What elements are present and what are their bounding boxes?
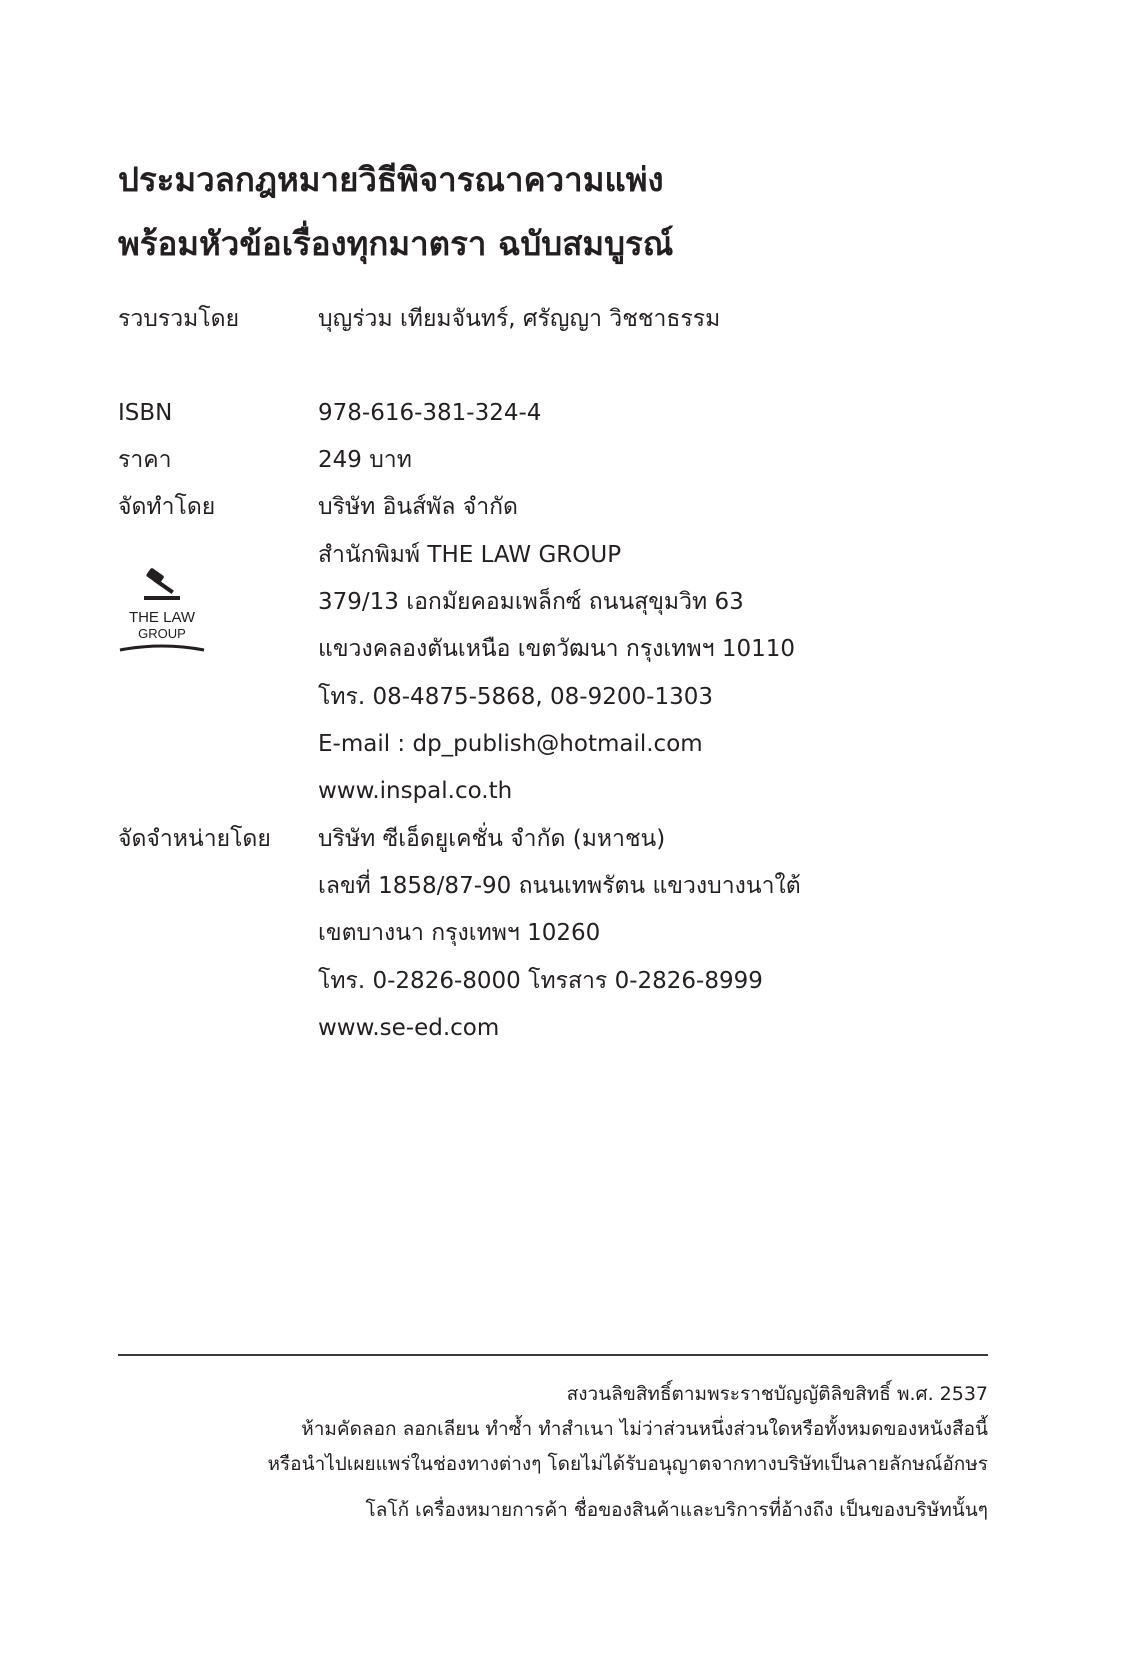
produced-by-line: 379/13 เอกมัยคอมเพล็กซ์ ถนนสุขุมวิท 63	[318, 589, 744, 615]
copyright-line: ห้ามคัดลอก ลอกเลียน ทำซ้ำ ทำสำเนา ไม่ว่าส่วนหนึ่งส่วนใดหรือทั้งหมดของหนังสือนี้	[301, 1418, 988, 1440]
produced-by-line: โทร. 08-4875-5868, 08-9200-1303	[318, 684, 713, 710]
distributed-by-website: www.se-ed.com	[318, 1015, 500, 1041]
produced-by-line: แขวงคลองตันเหนือ เขตวัฒนา กรุงเทพฯ 10110	[318, 636, 795, 662]
produced-by-label: จัดทำโดย	[118, 494, 216, 520]
trademark-line: โลโก้ เครื่องหมายการค้า ชื่อของสินค้าและบริการที่อ้างถึง เป็นของบริษัทนั้นๆ	[365, 1499, 988, 1521]
distributed-by-line: เลขที่ 1858/87-90 ถนนเทพรัตน แขวงบางนาใต้	[318, 873, 801, 899]
produced-by-website: www.inspal.co.th	[318, 778, 513, 804]
price-label: ราคา	[118, 447, 172, 473]
book-title-line-2: พร้อมหัวข้อเรื่องทุกมาตรา ฉบับสมบูรณ์	[118, 224, 674, 263]
isbn-value: 978-616-381-324-4	[318, 400, 542, 426]
logo-text-line-2: GROUP	[138, 626, 186, 641]
distributed-by-line: โทร. 0-2826-8000 โทรสาร 0-2826-8999	[318, 968, 763, 994]
footer-divider	[118, 1354, 988, 1356]
compiled-by-value: บุญร่วม เทียมจันทร์, ศรัญญา วิชชาธรรม	[318, 306, 721, 332]
book-title-line-1: ประมวลกฎหมายวิธีพิจารณาความแพ่ง	[118, 160, 664, 199]
produced-by-line: บริษัท อินส์พัล จำกัด	[318, 494, 518, 520]
gavel-icon	[116, 566, 208, 660]
produced-by-email: E-mail : dp_publish@hotmail.com	[318, 731, 703, 757]
copyright-line: หรือนำไปเผยแพร่ในช่องทางต่างๆ โดยไม่ได้รับอนุญาตจากทางบริษัทเป็นลายลักษณ์อักษร	[267, 1453, 988, 1475]
distributed-by-label: จัดจำหน่ายโดย	[118, 826, 271, 852]
book-title	[118, 148, 1018, 276]
distributed-by-line: เขตบางนา กรุงเทพฯ 10260	[318, 920, 601, 946]
compiled-by-label: รวบรวมโดย	[118, 306, 240, 332]
distributed-by-line: บริษัท ซีเอ็ดยูเคชั่น จำกัด (มหาชน)	[318, 826, 666, 852]
copyright-line: สงวนลิขสิทธิ์ตามพระราชบัญญัติลิขสิทธิ์ พ.ศ. 2537	[566, 1383, 988, 1405]
logo-text-line-1: THE LAW	[128, 609, 196, 626]
price-value: 249 บาท	[318, 447, 412, 473]
isbn-label: ISBN	[118, 400, 173, 426]
the-law-group-logo	[116, 566, 208, 660]
produced-by-line: สำนักพิมพ์ THE LAW GROUP	[318, 542, 622, 568]
